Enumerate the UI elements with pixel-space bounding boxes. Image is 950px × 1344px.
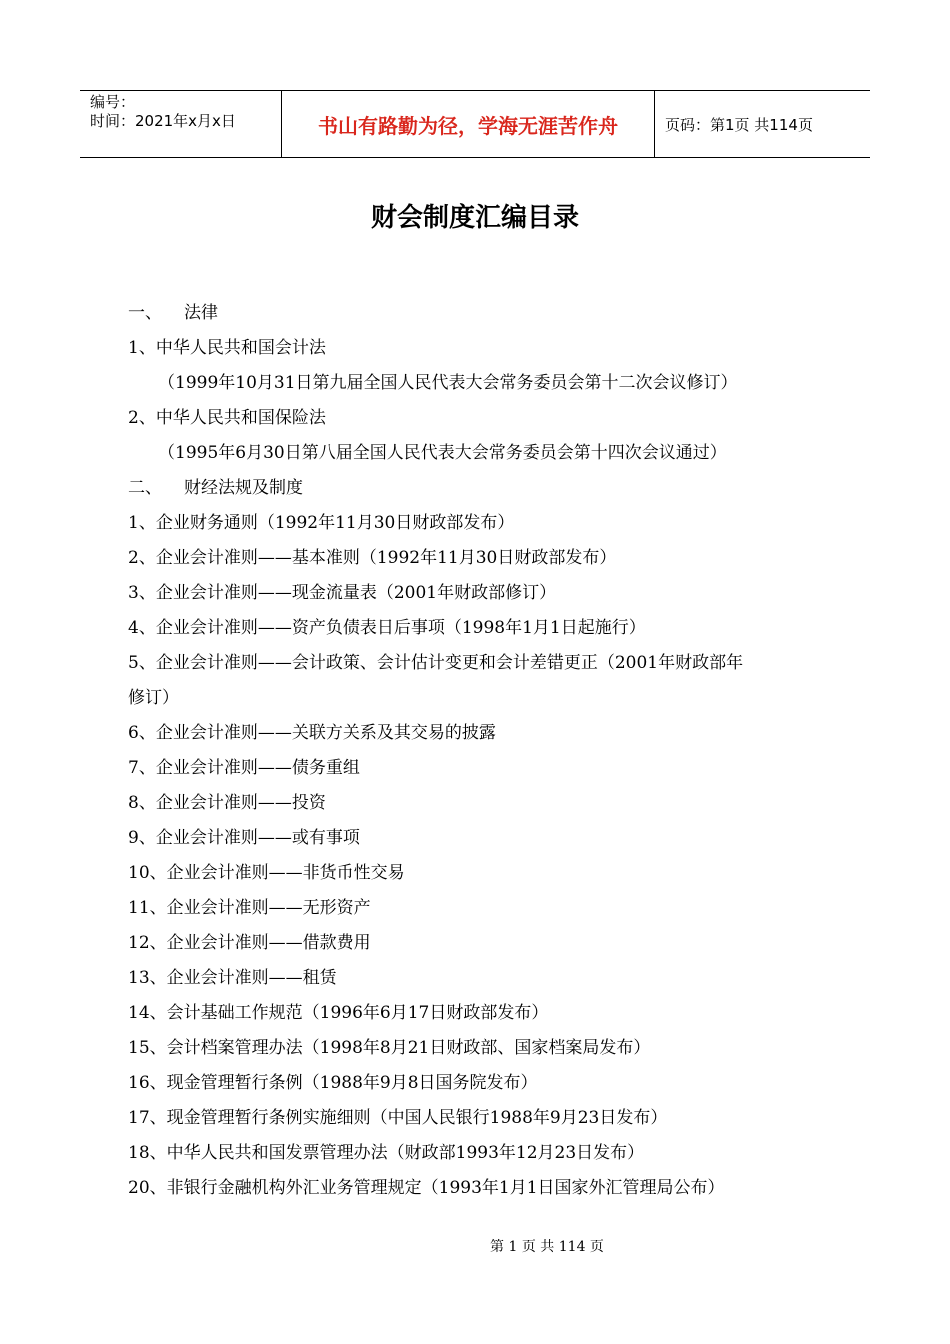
toc-item: 9、企业会计准则——或有事项 [128,828,360,848]
toc-item: 1、企业财务通则（1992年11月30日财政部发布） [128,513,515,533]
toc-item: 14、会计基础工作规范（1996年6月17日财政部发布） [128,1003,549,1023]
toc-item: 6、企业会计准则——关联方关系及其交易的披露 [128,723,496,743]
header-page-info: 页码：第1页 共114页 [665,115,813,134]
document-number-label: 编号： [90,93,136,111]
document-time-label: 时间：2021年x月x日 [90,112,236,130]
header-meta [80,91,281,157]
toc-item: 16、现金管理暂行条例（1988年9月8日国务院发布） [128,1073,538,1093]
table-of-contents [128,296,828,1206]
toc-item: 11、企业会计准则——无形资产 [128,898,371,918]
toc-item-note: （1995年6月30日第八届全国人民代表大会常务委员会第十四次会议通过） [158,443,727,463]
section-heading [128,471,828,506]
toc-item: 18、中华人民共和国发票管理办法（财政部1993年12月23日发布） [128,1143,645,1163]
toc-item: 15、会计档案管理办法（1998年8月21日财政部、国家档案局发布） [128,1038,651,1058]
toc-item: 17、现金管理暂行条例实施细则（中国人民银行1988年9月23日发布） [128,1108,668,1128]
document-title: 财会制度汇编目录 [370,203,579,233]
toc-item: 2、企业会计准则——基本准则（1992年11月30日财政部发布） [128,548,617,568]
toc-item: 10、企业会计准则——非货币性交易 [128,863,405,883]
section-title: 财经法规及制度 [184,478,303,498]
toc-item: 1、中华人民共和国会计法 [128,338,326,358]
section-title: 法律 [184,303,218,323]
page-header [80,90,870,158]
header-motto: 书山有路勤为径，学海无涯苦作舟 [281,91,655,157]
toc-item: 2、中华人民共和国保险法 [128,408,326,428]
toc-item: 8、企业会计准则——投资 [128,793,326,813]
toc-item-continuation: 修订） [128,688,179,708]
section-number: 二、 [128,478,162,498]
toc-item: 3、企业会计准则——现金流量表（2001年财政部修订） [128,583,557,603]
toc-item-note: （1999年10月31日第九届全国人民代表大会常务委员会第十二次会议修订） [158,373,738,393]
toc-item: 7、企业会计准则——债务重组 [128,758,360,778]
toc-item: 4、企业会计准则——资产负债表日后事项（1998年1月1日起施行） [128,618,646,638]
page-footer: 第 1 页 共 114 页 [490,1239,604,1255]
toc-item: 13、企业会计准则——租赁 [128,968,337,988]
section-heading [128,296,828,331]
toc-item: 5、企业会计准则——会计政策、会计估计变更和会计差错更正（2001年财政部年 [128,653,744,673]
toc-item: 12、企业会计准则——借款费用 [128,933,371,953]
section-number: 一、 [128,303,162,323]
toc-item: 20、非银行金融机构外汇业务管理规定（1993年1月1日国家外汇管理局公布） [128,1178,725,1198]
